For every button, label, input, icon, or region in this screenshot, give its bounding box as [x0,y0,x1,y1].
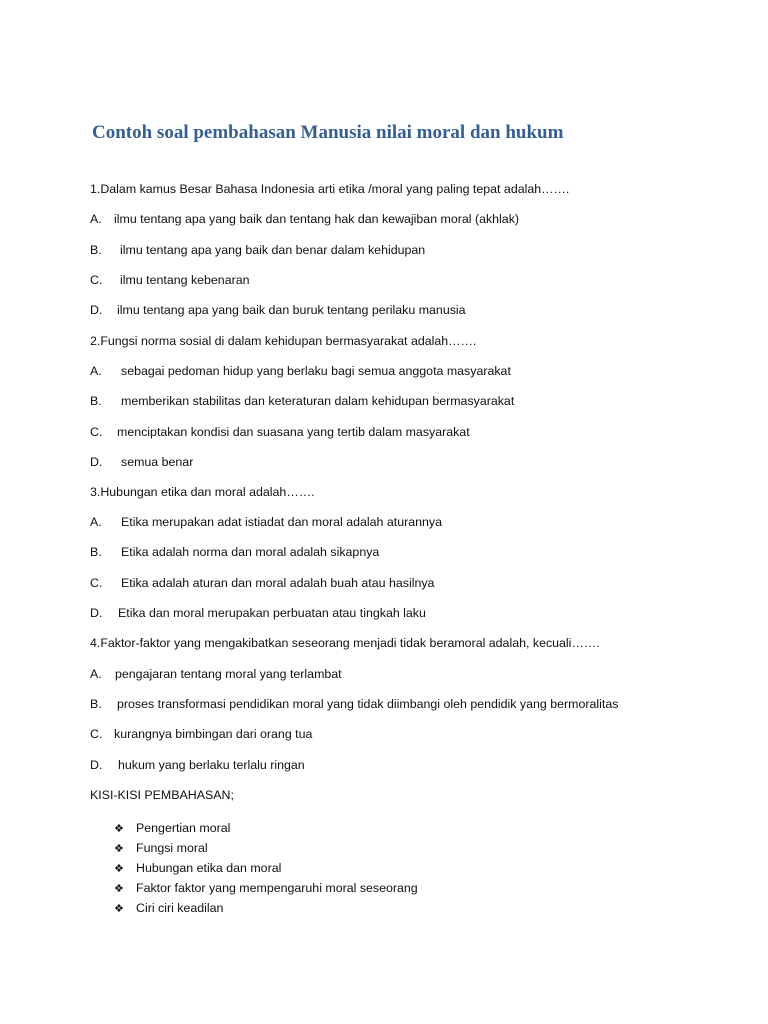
question-1-option-a [90,211,519,227]
option-text: hukum yang berlaku terlalu ringan [118,758,305,772]
list-item: ❖ Faktor faktor yang mempengaruhi moral seseorang [114,881,418,895]
question-2-option-d [90,454,193,470]
option-text: Etika adalah norma dan moral adalah sikapnya [121,545,380,559]
option-text: semua benar [121,455,194,469]
option-letter: A. [90,364,102,378]
list-item: ❖ Pengertian moral [114,821,231,835]
question-4-option-b [90,696,618,712]
option-letter: B. [90,243,102,257]
option-letter: B. [90,697,102,711]
question-3-option-d [90,605,426,621]
question-3-option-c [90,575,434,591]
option-text: ilmu tentang apa yang baik dan buruk tentang perilaku manusia [117,303,466,317]
question-4: 4.Faktor-faktor yang mengakibatkan seseorang menjadi tidak beramoral adalah, kecuali……. [90,636,600,650]
option-letter: A. [90,212,102,226]
diamond-bullet-icon: ❖ [114,863,124,875]
option-text: sebagai pedoman hidup yang berlaku bagi semua anggota masyarakat [121,364,511,378]
option-text: memberikan stabilitas dan keteraturan dalam kehidupan bermasyarakat [121,394,515,408]
option-letter: D. [90,303,103,317]
question-1-option-c [90,272,250,288]
question-2-option-b [90,393,514,409]
list-item: ❖ Hubungan etika dan moral [114,861,282,875]
diamond-bullet-icon: ❖ [114,883,124,895]
option-letter: D. [90,455,103,469]
option-text: ilmu tentang kebenaran [120,273,250,287]
option-text: Etika dan moral merupakan perbuatan atau tingkah laku [118,606,426,620]
option-text: proses transformasi pendidikan moral yang tidak diimbangi oleh pendidik yang bermoralitas [117,697,619,711]
question-1: 1.Dalam kamus Besar Bahasa Indonesia arti etika /moral yang paling tepat adalah……. [90,182,570,196]
question-2-option-a [90,363,511,379]
bullet-list [114,820,418,920]
list-item: ❖ Ciri ciri keadilan [114,901,224,915]
question-3-option-a [90,514,442,530]
question-3-option-b [90,544,379,560]
question-1-option-d [90,302,466,318]
option-letter: D. [90,606,103,620]
option-letter: B. [90,394,102,408]
option-letter: C. [90,425,103,439]
question-2-option-c [90,424,470,440]
option-letter: D. [90,758,103,772]
option-letter: C. [90,727,103,741]
question-4-option-c [90,726,312,742]
option-letter: C. [90,273,103,287]
question-3: 3.Hubungan etika dan moral adalah……. [90,485,315,499]
diamond-bullet-icon: ❖ [114,903,124,915]
diamond-bullet-icon: ❖ [114,843,124,855]
option-text: ilmu tentang apa yang baik dan tentang hak dan kewajiban moral (akhlak) [114,212,520,226]
section-heading: KISI-KISI PEMBAHASAN; [90,788,234,802]
option-letter: B. [90,545,102,559]
question-1-option-b [90,242,425,258]
question-4-option-d [90,757,305,773]
option-text: ilmu tentang apa yang baik dan benar dalam kehidupan [120,243,426,257]
option-text: pengajaran tentang moral yang terlambat [115,667,342,681]
list-item: ❖ Fungsi moral [114,841,208,855]
option-letter: A. [90,667,102,681]
option-text: menciptakan kondisi dan suasana yang tertib dalam masyarakat [117,425,470,439]
option-letter: C. [90,576,103,590]
option-letter: A. [90,515,102,529]
option-text: kurangnya bimbingan dari orang tua [114,727,313,741]
diamond-bullet-icon: ❖ [114,823,124,835]
question-4-option-a [90,666,342,682]
question-2: 2.Fungsi norma sosial di dalam kehidupan bermasyarakat adalah……. [90,334,477,348]
option-text: Etika merupakan adat istiadat dan moral adalah aturannya [121,515,442,529]
document-title: Contoh soal pembahasan Manusia nilai moral dan hukum [92,122,564,143]
option-text: Etika adalah aturan dan moral adalah buah atau hasilnya [121,576,435,590]
